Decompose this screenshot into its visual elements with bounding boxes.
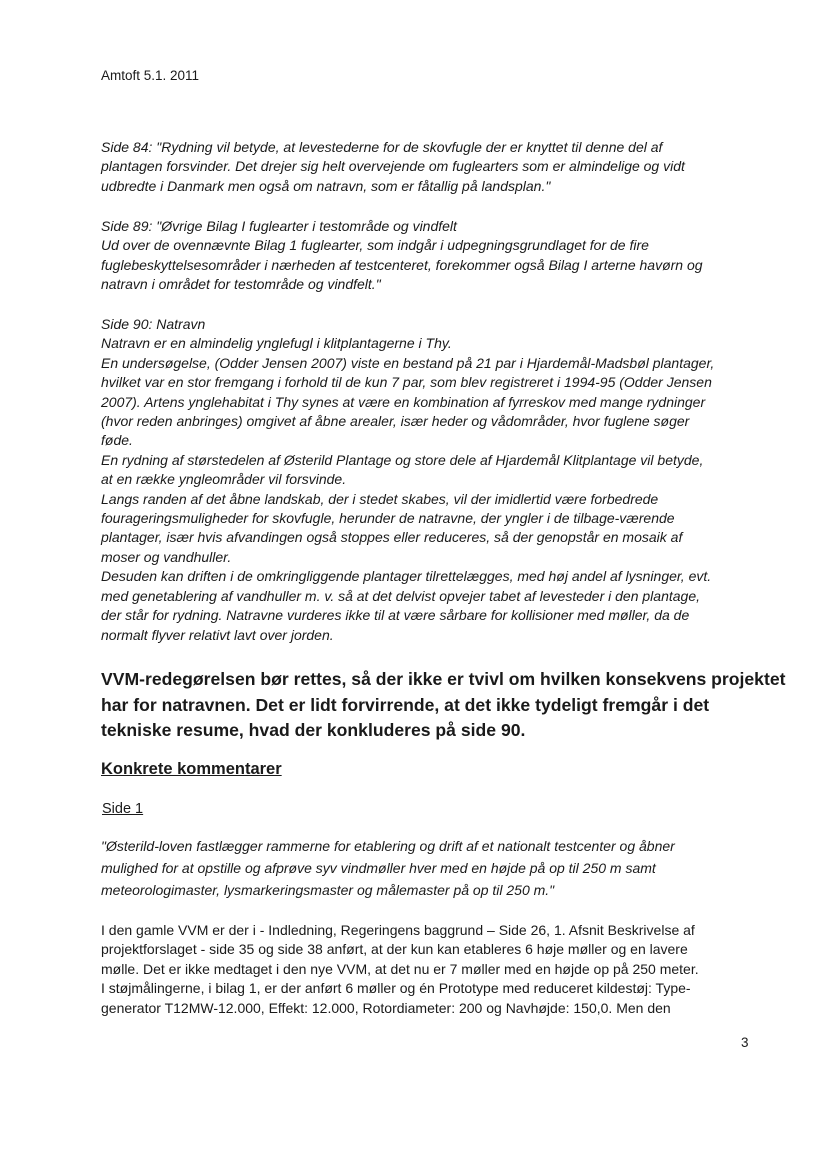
conclusion-heading bbox=[101, 667, 786, 744]
text-line: plantagen forsvinder. Det drejer sig helt overvejende om fuglearters som er almindelige og vidt bbox=[101, 158, 685, 175]
text-line: Ud over de ovennævnte Bilag 1 fuglearter, som indgår i udpegningsgrundlaget for de fire bbox=[101, 237, 649, 254]
text-line: fuglebeskyttelsesområder i nærheden af testcenteret, forekommer også Bilag I arterne havørn og bbox=[101, 256, 703, 273]
text-line: En undersøgelse, (Odder Jensen 2007) viste en bestand på 21 par i Hjardemål-Madsbøl plantager, bbox=[101, 354, 715, 371]
text-line: VVM-redegørelsen bør rettes, så der ikke er tvivl om hvilken konsekvens projektet bbox=[101, 669, 786, 689]
text-line: Side 89: "Øvrige Bilag I fuglearter i testområde og vindfelt bbox=[101, 218, 457, 234]
text-line: plantager, især hvis afvandingen også stoppes eller reduceres, så der genopstår en mosaik af bbox=[101, 529, 683, 546]
text-line: Side 90: Natravn bbox=[101, 316, 206, 332]
side-1-quote bbox=[101, 835, 761, 901]
text-line: natravn i området for testområde og vindfelt." bbox=[101, 276, 381, 293]
text-line: generator T12MW-12.000, Effekt: 12.000, Rotordiameter: 200 og Navhøjde: 150,0. Men den bbox=[101, 999, 671, 1016]
page-number: 3 bbox=[741, 1035, 749, 1050]
text-line: projektforslaget - side 35 og side 38 anført, at der kun kan etableres 6 høje møller og en lavere bbox=[101, 941, 688, 958]
text-line: I den gamle VVM er der i - Indledning, Regeringens baggrund – Side 26, 1. Afsnit Beskrivelse af bbox=[101, 922, 695, 938]
text-line: meteorologimaster, lysmarkeringsmaster og målemaster på op til 250 m." bbox=[101, 882, 555, 898]
text-line: udbredte i Danmark men også om natravn, som er fåtallig på landsplan." bbox=[101, 177, 551, 194]
text-line: hvilket var en stor fremgang i forhold til de kun 7 par, som blev registreret i 1994-95 (Odder Jensen bbox=[101, 374, 712, 391]
text-line: føde. bbox=[101, 432, 133, 449]
text-line: Desuden kan driften i de omkringliggende plantager tilrettelægges, med høj andel af lysninger, evt. bbox=[101, 568, 712, 585]
text-line: Side 84: "Rydning vil betyde, at levestederne for de skovfugle der er knyttet til denne del af bbox=[101, 139, 663, 155]
side-89-quote bbox=[101, 217, 761, 295]
text-line: mulighed for at opstille og afprøve syv vindmøller hver med en højde på op til 250 m samt bbox=[101, 860, 656, 876]
text-line: med genetablering af vandhuller m. v. så at det delvist opvejer tabet af levesteder i den plantage, bbox=[101, 587, 700, 604]
text-line: I støjmålingerne, i bilag 1, er der anført 6 møller og én Prototype med reduceret kildestøj: Type- bbox=[101, 980, 691, 997]
text-line: har for natravnen. Det er lidt forvirrende, at det ikke tydeligt fremgår i det bbox=[101, 694, 710, 715]
text-line: Natravn er en almindelig ynglefugl i klitplantagerne i Thy. bbox=[101, 335, 452, 352]
text-line: "Østerild-loven fastlægger rammerne for etablering og drift af et nationalt testcenter og åbner bbox=[101, 838, 675, 854]
text-line: mølle. Det er ikke medtaget i den nye VVM, at det nu er 7 møller med en højde op på 250 meter. bbox=[101, 960, 699, 977]
text-line: En rydning af størstedelen af Østerild Plantage og store dele af Hjardemål Klitplantage vil betyde, bbox=[101, 451, 704, 468]
page-header: Amtoft 5.1. 2011 bbox=[101, 68, 200, 83]
text-line: der står for rydning. Natravne vurderes ikke til at være sårbare for kollisioner med møller, da de bbox=[101, 607, 690, 624]
text-line: moser og vandhuller. bbox=[101, 548, 232, 565]
side-84-quote bbox=[101, 138, 761, 196]
text-line: Langs randen af det åbne landskab, der i stedet skabes, vil der imidlertid være forbedrede bbox=[101, 490, 659, 507]
text-line: normalt flyver relativt lavt over jorden. bbox=[101, 626, 334, 643]
text-line: at en række yngleområder vil forsvinde. bbox=[101, 471, 347, 488]
side-90-natravn bbox=[101, 315, 761, 645]
side-1-label: Side 1 bbox=[102, 801, 144, 817]
section-subheading: Konkrete kommentarer bbox=[101, 760, 282, 778]
text-line: 2007). Artens ynglehabitat i Thy synes at være en kombination af fyrreskov med mange rydninger bbox=[101, 393, 706, 410]
text-line: tekniske resume, hvad der konkluderes på side 90. bbox=[101, 720, 526, 740]
text-line: (hvor reden anbringes) omgivet af åbne arealer, især heder og vådområder, hvor fuglene søger bbox=[101, 413, 690, 430]
text-line: fourageringsmuligheder for skovfugle, herunder de natravne, der yngler i de tilbage-værende bbox=[101, 510, 675, 527]
body-paragraph bbox=[101, 921, 761, 1018]
